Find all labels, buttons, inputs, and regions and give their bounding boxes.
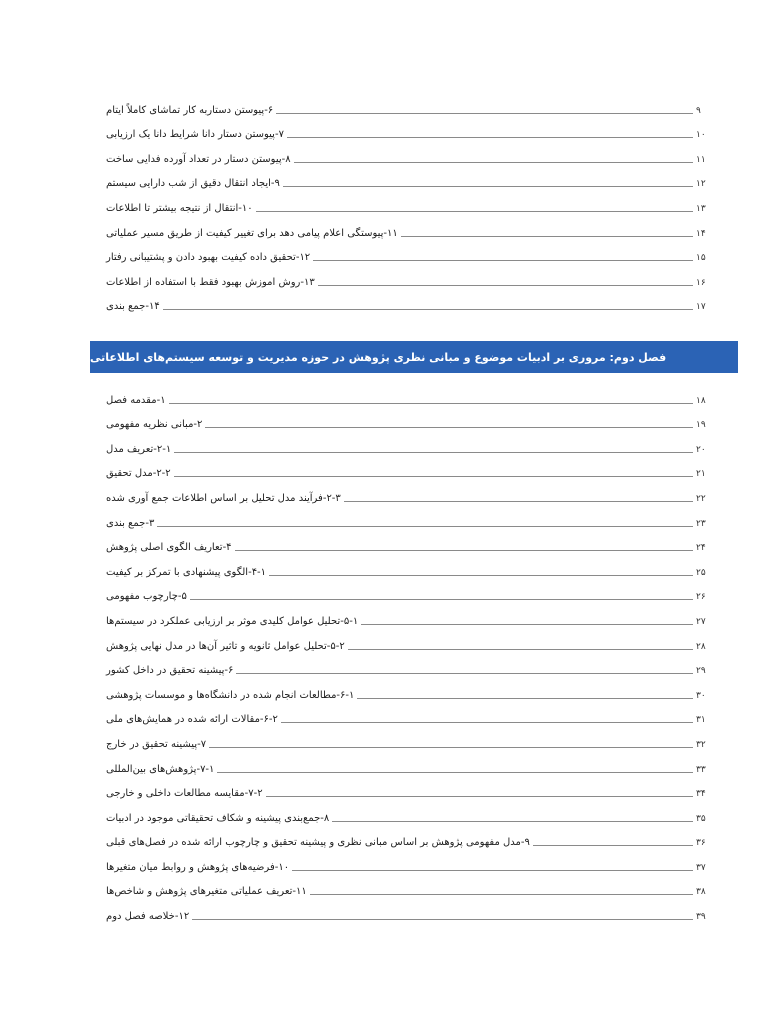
toc-entry[interactable] xyxy=(104,653,718,678)
toc-entry-page: ۲۰ xyxy=(696,444,706,455)
toc-entry-page: ۱۰ xyxy=(696,130,706,141)
toc-entry-page: ۲۵ xyxy=(696,567,706,578)
toc-entry-page: ۱۶ xyxy=(696,277,706,288)
toc-leader-line xyxy=(217,771,693,773)
toc-entry-page: ۳۳ xyxy=(696,764,706,775)
toc-entry-page: ۳۶ xyxy=(696,838,706,849)
toc-entry-title: ۹-مدل مفهومی پژوهش بر اساس مبانی نظری و پیشینه تحقیق و چارچوب ارائه شده در فصل‌های قبلی xyxy=(106,837,530,849)
toc-entry-page: ۱۳ xyxy=(696,203,706,214)
toc-entry-title: ۸-پیوستن دستار در تعداد آورده فدایی ساخت xyxy=(106,153,291,165)
toc-entry[interactable] xyxy=(104,141,718,166)
toc-entry[interactable] xyxy=(104,603,718,628)
toc-entry[interactable] xyxy=(104,726,718,751)
toc-entry-page: ۳۷ xyxy=(696,862,706,873)
toc-entry-title: ۴-تعاریف الگوی اصلی پژوهش xyxy=(106,542,232,554)
toc-leader-line xyxy=(174,451,693,453)
toc-entry-title: ۱۰-انتقال از نتیجه بیشتر تا اطلاعات xyxy=(106,202,253,214)
toc-entry-title: ۷-پیوستن دستار دانا شرایط دانا یک ارزیابی xyxy=(106,129,284,141)
toc-entry-page: ۳۲ xyxy=(696,739,706,750)
toc-entry-title: ۶-پیوستن دستاربه کار تماشای کاملاً ایتام xyxy=(106,104,274,116)
toc-entry-page: ۲۷ xyxy=(696,616,706,627)
toc-entry-page: ۱۹ xyxy=(696,420,706,431)
toc-leader-line xyxy=(332,820,693,822)
toc-entry[interactable] xyxy=(104,825,718,850)
toc-entry-page: ۱۱ xyxy=(696,154,706,165)
toc-entry[interactable] xyxy=(104,92,718,117)
toc-entry[interactable] xyxy=(104,677,718,702)
toc-entry-page: ۲۸ xyxy=(696,641,706,652)
toc-entry-title: ۴-۱-الگوی پیشنهادی با تمرکز بر کیفیت xyxy=(106,566,267,578)
toc-entry-title: ۷-۲-مقایسه مطالعات داخلی و خارجی xyxy=(106,788,263,800)
toc-entry-title: ۷-پیشینه تحقیق در خارج xyxy=(106,738,207,750)
toc-entry[interactable] xyxy=(104,874,718,899)
toc-entry[interactable] xyxy=(104,849,718,874)
toc-entry[interactable] xyxy=(104,240,718,265)
toc-leader-line xyxy=(318,284,693,286)
toc-entry[interactable] xyxy=(104,407,718,432)
toc-entry-title: ۹-ایجاد انتقال دقیق از شب دارایی سیستم xyxy=(106,178,280,190)
toc-entry-page: ۱۷ xyxy=(696,302,706,313)
toc-leader-line xyxy=(294,161,693,163)
toc-entry-page: ۲۱ xyxy=(696,469,706,480)
toc-entry[interactable] xyxy=(104,702,718,727)
toc-entry-page: ۱۸ xyxy=(696,395,706,406)
toc-entry-title: ۵-۱-تحلیل عوامل کلیدی موثر بر ارزیابی عملکرد در سیستم‌ها xyxy=(106,615,359,627)
toc-entry-title: ۱-مقدمه فصل xyxy=(106,394,166,406)
chapter-title: فصل دوم: مروری بر ادبیات موضوع و مبانی نظری پژوهش در حوزه مدیریت و توسعه سیستم‌های اطلاعاتی xyxy=(90,350,667,364)
toc-entry-page: ۳۵ xyxy=(696,813,706,824)
toc-entry[interactable] xyxy=(104,456,718,481)
toc-entry-title: ۲-۱-تعریف مدل xyxy=(106,443,172,455)
chapter-heading-bar xyxy=(90,341,738,373)
toc-entry-page: ۱۲ xyxy=(696,179,706,190)
toc-entry-page: ۲۶ xyxy=(696,592,706,603)
toc-leader-line xyxy=(344,500,693,502)
toc-section-top xyxy=(104,92,718,313)
toc-entry[interactable] xyxy=(104,800,718,825)
toc-leader-line xyxy=(357,697,693,699)
toc-leader-line xyxy=(236,672,693,674)
toc-entry-title: ۱۲-تحقیق داده کیفیت بهبود دادن و پشتیبانی رفتار xyxy=(106,252,311,264)
toc-leader-line xyxy=(192,918,693,920)
toc-entry-title: ۱۱-پیوستگی اعلام پیامی دهد برای تغییر کیفیت از طریق مسیر عملیاتی xyxy=(106,227,398,239)
toc-entry[interactable] xyxy=(104,505,718,530)
toc-leader-line xyxy=(235,549,693,551)
toc-entry-title: ۲-۳-فرآیند مدل تحلیل بر اساس اطلاعات جمع آوری شده xyxy=(106,492,341,504)
toc-leader-line xyxy=(205,426,693,428)
toc-leader-line xyxy=(533,844,693,846)
toc-entry[interactable] xyxy=(104,264,718,289)
toc-leader-line xyxy=(269,574,693,576)
toc-entry-title: ۱۱-تعریف عملیاتی متغیرهای پژوهش و شاخص‌ها xyxy=(106,886,307,898)
toc-entry-page: ۱۵ xyxy=(696,253,706,264)
toc-entry-title: ۸-جمع‌بندی پیشینه و شکاف تحقیقاتی موجود در ادبیات xyxy=(106,812,330,824)
toc-entry-title: ۲-۲-مدل تحقیق xyxy=(106,468,171,480)
toc-entry-title: ۵-چارچوب مفهومی xyxy=(106,591,187,603)
toc-entry[interactable] xyxy=(104,554,718,579)
toc-entry-page: ۳۹ xyxy=(696,912,706,923)
toc-entry-title: ۱۲-خلاصه فصل دوم xyxy=(106,911,190,923)
toc-leader-line xyxy=(348,648,693,650)
toc-leader-line xyxy=(292,869,693,871)
toc-entry-page: ۲۲ xyxy=(696,493,706,504)
toc-entry-title: ۶-۱-مطالعات انجام شده در دانشگاه‌ها و موسسات پژوهشی xyxy=(106,689,355,701)
toc-entry-title: ۱۴-جمع بندی xyxy=(106,301,160,313)
toc-leader-line xyxy=(209,746,693,748)
toc-entry[interactable] xyxy=(104,190,718,215)
toc-leader-line xyxy=(190,598,693,600)
toc-entry-title: ۱۰-فرضیه‌های پژوهش و روابط میان متغیرها xyxy=(106,861,290,873)
toc-entry-page: ۳۸ xyxy=(696,887,706,898)
toc-entry-title: ۶-۲-مقالات ارائه شده در همایش‌های ملی xyxy=(106,714,278,726)
toc-entry-page: ۳۰ xyxy=(696,690,706,701)
toc-entry[interactable] xyxy=(104,579,718,604)
toc-leader-line xyxy=(287,136,693,138)
toc-entry[interactable] xyxy=(104,215,718,240)
toc-entry[interactable] xyxy=(104,480,718,505)
toc-entry[interactable] xyxy=(104,898,718,923)
toc-entry-title: ۳-جمع بندی xyxy=(106,517,155,529)
toc-entry[interactable] xyxy=(104,530,718,555)
toc-entry[interactable] xyxy=(104,628,718,653)
toc-entry-page: ۲۴ xyxy=(696,543,706,554)
toc-entry[interactable] xyxy=(104,751,718,776)
toc-entry-title: ۲-مبانی نظریه مفهومی xyxy=(106,419,203,431)
toc-entry[interactable] xyxy=(104,431,718,456)
toc-leader-line xyxy=(283,185,693,187)
toc-entry-page: ۱۴ xyxy=(696,228,706,239)
toc-leader-line xyxy=(174,475,693,477)
toc-leader-line xyxy=(361,623,693,625)
toc-leader-line xyxy=(169,402,693,404)
toc-entry-title: ۶-پیشینه تحقیق در داخل کشور xyxy=(106,665,234,677)
toc-entry[interactable] xyxy=(104,776,718,801)
toc-entry[interactable] xyxy=(104,289,718,314)
toc-leader-line xyxy=(256,210,693,212)
toc-leader-line xyxy=(266,795,693,797)
toc-entry-page: ۲۳ xyxy=(696,518,706,529)
toc-leader-line xyxy=(281,721,693,723)
toc-entry-page: ۲۹ xyxy=(696,666,706,677)
toc-entry-page: ۹ xyxy=(696,105,701,116)
toc-entry-title: ۵-۲-تحلیل عوامل ثانویه و تاثیر آن‌ها در مدل نهایی پژوهش xyxy=(106,640,345,652)
toc-entry[interactable] xyxy=(104,117,718,142)
toc-entry-page: ۳۱ xyxy=(696,715,706,726)
toc-section-bottom xyxy=(104,382,718,923)
toc-entry-title: ۷-۱-پژوهش‌های بین‌المللی xyxy=(106,763,215,775)
toc-entry[interactable] xyxy=(104,382,718,407)
toc-leader-line xyxy=(157,525,693,527)
toc-leader-line xyxy=(401,235,693,237)
toc-leader-line xyxy=(276,112,693,114)
toc-entry-page: ۳۴ xyxy=(696,789,706,800)
toc-leader-line xyxy=(313,259,693,261)
toc-entry[interactable] xyxy=(104,166,718,191)
toc-entry-title: ۱۳-روش اموزش بهبود فقط با استفاده از اطلاعات xyxy=(106,276,315,288)
toc-leader-line xyxy=(310,893,693,895)
toc-leader-line xyxy=(163,308,693,310)
